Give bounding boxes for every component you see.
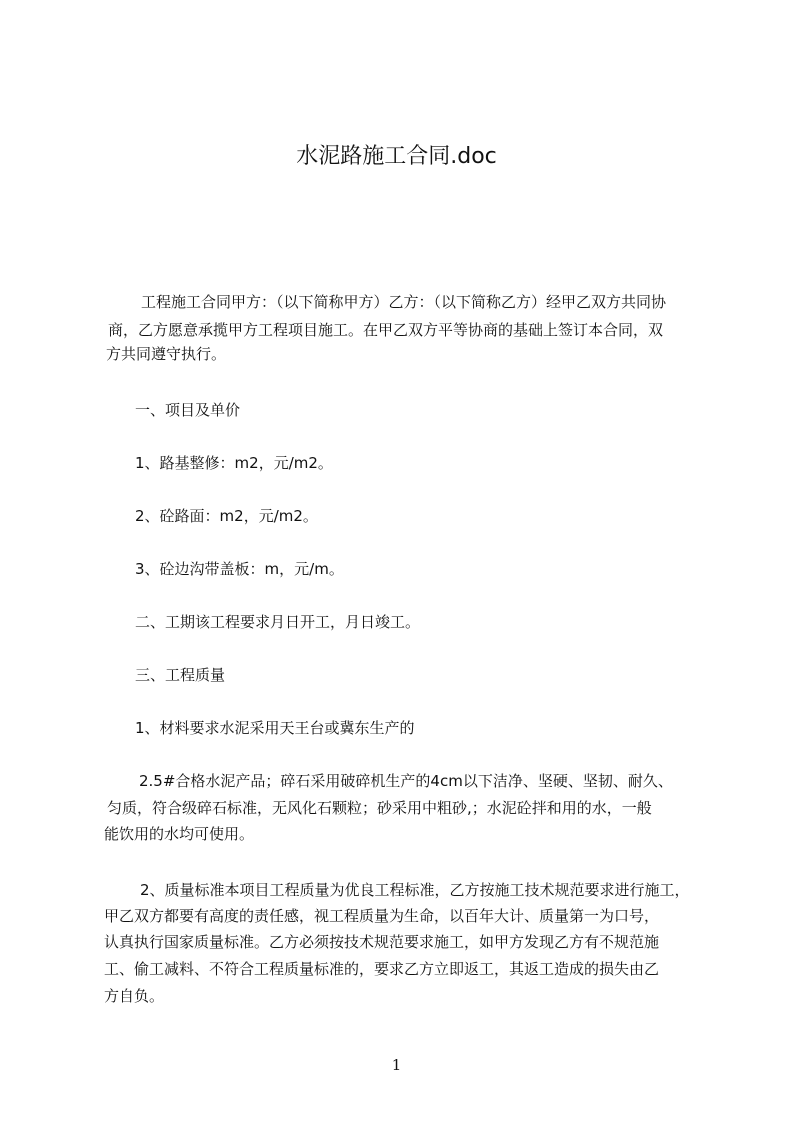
- material-line-3: 能饮用的水均可使用。: [104, 825, 255, 843]
- section-3-heading: 三、工程质量: [135, 666, 226, 684]
- material-line-2: 匀质，符合级碎石标准，无风化石颗粒；砂采用中粗砂,；水泥砼拌和用的水，一般: [107, 799, 652, 817]
- intro-line-3: 方共同遵守执行。: [106, 345, 227, 363]
- quality-line-4: 工、偷工减料、不符合工程质量标准的，要求乙方立即返工，其返工造成的损失由乙: [104, 960, 660, 978]
- quality-line-1: 2、质量标准本项目工程质量为优良工程标准，乙方按施工技术规范要求进行施工，: [140, 881, 690, 899]
- intro-line-1: 工程施工合同甲方：（以下简称甲方）乙方：（以下简称乙方）经甲乙双方共同协: [141, 293, 667, 311]
- section-1-item-1: 1、路基整修：m2，元/m2。: [135, 454, 333, 472]
- section-1-item-2: 2、砼路面：m2，元/m2。: [135, 507, 318, 525]
- document-title: 水泥路施工合同.doc: [296, 144, 497, 169]
- material-line-1: 2.5#合格水泥产品；碎石采用破碎机生产的4cm以下洁净、坚硬、坚韧、耐久、: [139, 772, 673, 790]
- quality-line-3: 认真执行国家质量标准。乙方必须按技术规范要求施工，如甲方发现乙方有不规范施: [104, 933, 660, 951]
- intro-line-2: 商，乙方愿意承揽甲方工程项目施工。在甲乙双方平等协商的基础上签订本合同，双: [108, 321, 664, 339]
- quality-line-2: 甲乙双方都要有高度的责任感，视工程质量为生命，以百年大计、质量第一为口号，: [104, 907, 660, 925]
- page-number: 1: [391, 1056, 402, 1074]
- section-3-item-1: 1、材料要求水泥采用天王台或冀东生产的: [135, 719, 415, 737]
- section-1-heading: 一、项目及单价: [135, 401, 241, 419]
- quality-line-5: 方自负。: [104, 987, 165, 1005]
- section-2-heading: 二、工期该工程要求月日开工，月日竣工。: [135, 613, 421, 631]
- section-1-item-3: 3、砼边沟带盖板：m，元/m。: [135, 560, 344, 578]
